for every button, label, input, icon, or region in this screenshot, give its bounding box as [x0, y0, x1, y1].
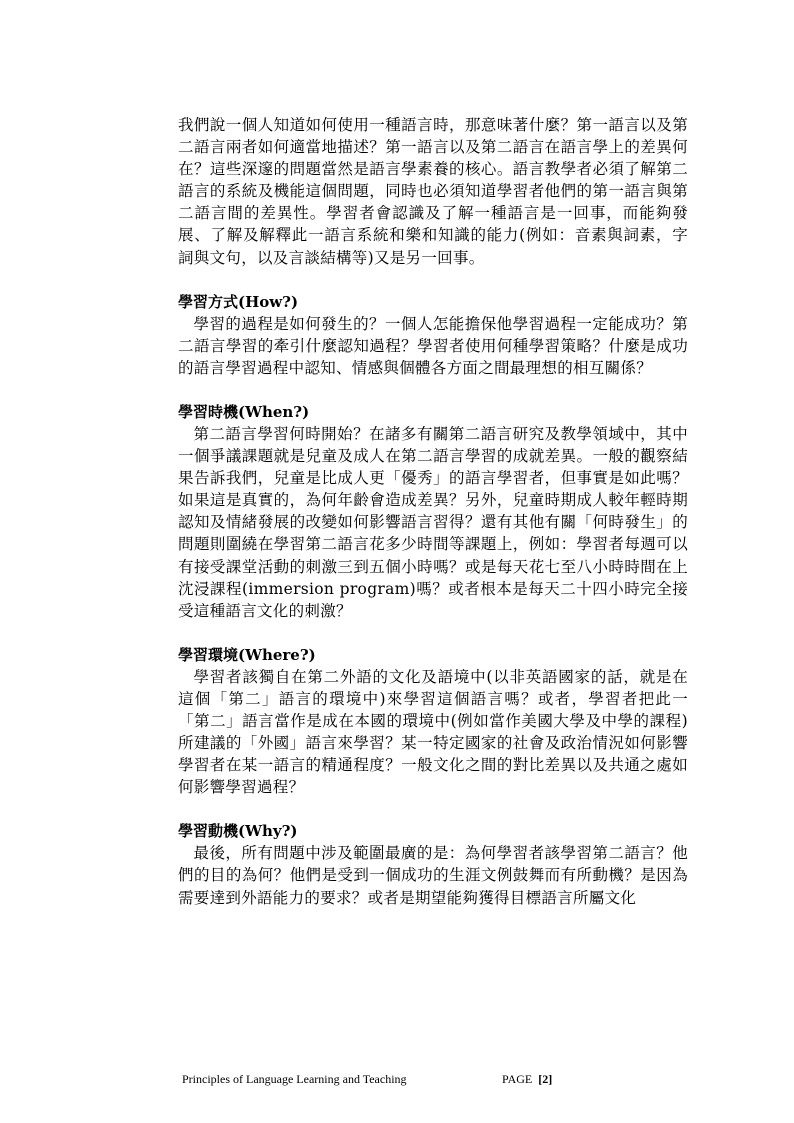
section-heading-where: 學習環境(Where?)	[178, 645, 316, 664]
footer-book-title: Principles of Language Learning and Teaching	[182, 1072, 407, 1086]
section-how	[178, 291, 688, 379]
section-where	[178, 644, 688, 799]
body-content	[178, 114, 688, 909]
section-heading-why: 學習動機(Why?)	[178, 822, 298, 841]
section-heading-when: 學習時機(When?)	[178, 402, 310, 421]
footer-page-indicator	[502, 1072, 552, 1087]
section-when	[178, 401, 688, 622]
section-why	[178, 820, 688, 908]
section-paragraph-why: 最後，所有問題中涉及範圍最廣的是：為何學習者該學習第二語言？他們的目的為何？他們是受到一個成功的生涯文例鼓舞而有所動機？是因為需要達到外語能力的要求？或者是期望能夠獲得目標語言所屬文化	[178, 844, 688, 907]
section-heading-how: 學習方式(How?)	[178, 292, 299, 311]
section-paragraph-where: 學習者該獨自在第二外語的文化及語境中(以非英語國家的話，就是在這個「第二」語言的環境中)來學習這個語言嗎？或者，學習者把此一「第二」語言當作是成在本國的環境中(例如當作美國大學及中學的課程)所建議的「外國」語言來學習？某一特定國家的社會及政治情況如何影響學習者在某一語言的精通程度？一般文化之間的對比差異以及共通之處如何影響學習過程？	[178, 667, 688, 797]
intro-paragraph: 我們說一個人知道如何使用一種語言時，那意味著什麼？第一語言以及第二語言兩者如何適當地描述？第一語言以及第二語言在語言學上的差異何在？這些深邃的問題當然是語言學素養的核心。語言教學者必須了解第二語言的系統及機能這個問題，同時也必須知道學習者他們的第一語言與第二語言間的差異性。學習者會認識及了解一種語言是一回事，而能夠發展、了解及解釋此一語言系統和樂和知識的能力(例如：音素與詞素，字詞與文句，以及言談結構等)又是另一回事。	[178, 116, 688, 267]
section-paragraph-when: 第二語言學習何時開始？在諸多有關第二語言研究及教學領域中，其中一個爭議課題就是兒童及成人在第二語言學習的成就差異。一般的觀察結果告訴我們，兒童是比成人更「優秀」的語言學習者，但事實是如此嗎？如果這是真實的，為何年齡會造成差異？另外，兒童時期成人較年輕時期認知及情緒發展的改變如何影響語言習得？還有其他有關「何時發生」的問題則圍繞在學習第二語言花多少時間等課題上，例如：學習者每週可以有接受課堂活動的刺激三到五個小時嗎？或是每天花七至八小時時間在上沈浸課程(immersion program)嗎？或者根本是每天二十四小時完全接受這種語言文化的刺激？	[178, 424, 688, 620]
footer-page-number: [2]	[538, 1072, 553, 1086]
footer-page-label: PAGE	[502, 1072, 533, 1086]
section-paragraph-how: 學習的過程是如何發生的？一個人怎能擔保他學習過程一定能成功？第二語言學習的牽引什麼認知過程？學習者使用何種學習策略？什麼是成功的語言學習過程中認知、情感與個體各方面之間最理想的相互關係？	[178, 314, 688, 377]
